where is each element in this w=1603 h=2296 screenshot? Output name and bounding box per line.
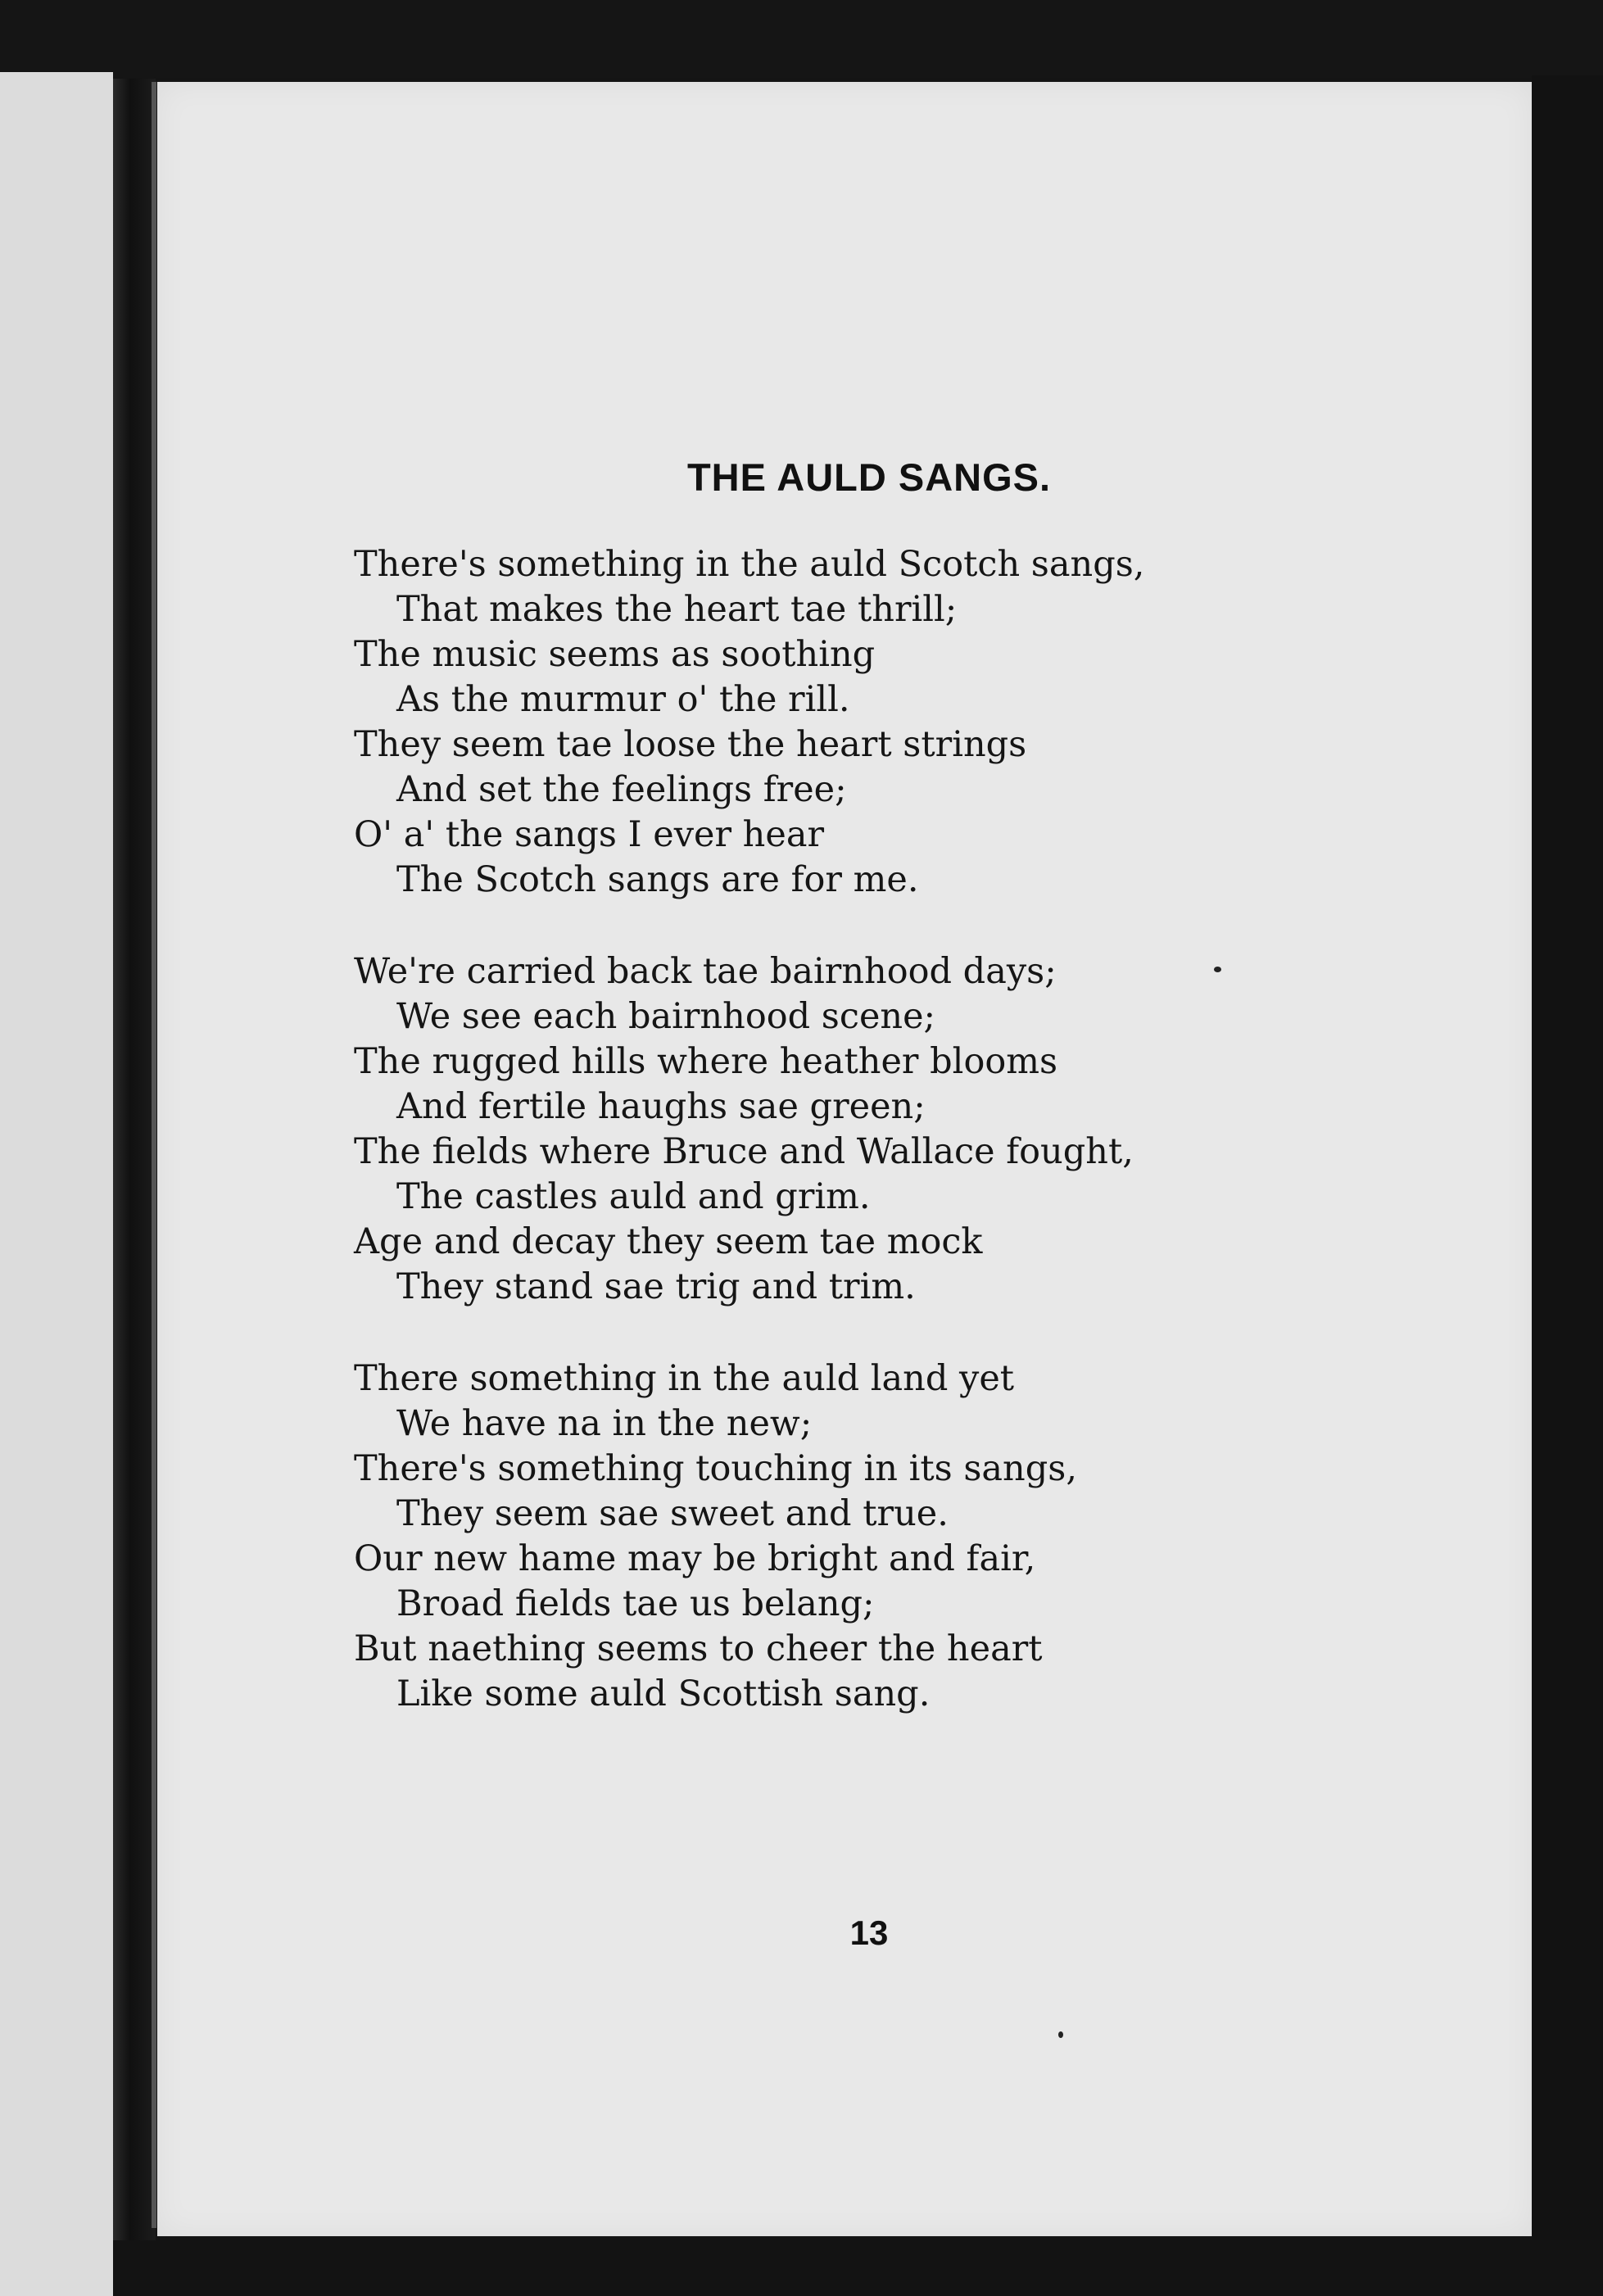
- book-spine-shadow: [113, 79, 156, 2241]
- poem-line: We have na in the new;: [396, 1403, 813, 1444]
- poem-line: Our new hame may be bright and fair,: [354, 1538, 1036, 1579]
- poem-line: The rugged hills where heather blooms: [354, 1041, 1058, 1082]
- poem-line: Broad fields tae us belang;: [396, 1583, 875, 1624]
- poem-line: Age and decay they seem tae mock: [354, 1221, 983, 1262]
- poem-line: And fertile haughs sae green;: [396, 1086, 926, 1127]
- stanza: [354, 949, 1419, 1310]
- poem-body: [354, 542, 1419, 1764]
- poem-line: There's something touching in its sangs,: [354, 1448, 1077, 1489]
- scan-speck: [1214, 967, 1221, 972]
- scan-speck: [1058, 2031, 1063, 2038]
- poem-line: They seem sae sweet and true.: [396, 1493, 949, 1534]
- stanza: [354, 542, 1419, 903]
- book-page: [157, 82, 1532, 2236]
- poem-title: THE AULD SANGS.: [686, 455, 1052, 499]
- poem-line: As the murmur o' the rill.: [396, 679, 850, 720]
- poem-line: Like some auld Scottish sang.: [396, 1673, 931, 1714]
- poem-line: O' a' the sangs I ever hear: [354, 814, 825, 855]
- stanza: [354, 1356, 1419, 1717]
- poem-line: The Scotch sangs are for me.: [396, 859, 919, 900]
- poem-line: There's something in the auld Scotch sangs,: [354, 544, 1145, 585]
- poem-line: And set the feelings free;: [396, 769, 847, 810]
- poem-line: But naething seems to cheer the heart: [354, 1628, 1043, 1669]
- page-number: 13: [849, 1913, 889, 1952]
- poem-line: They seem tae loose the heart strings: [354, 724, 1027, 765]
- scan-border-top: [0, 0, 1603, 78]
- poem-line: That makes the heart tae thrill;: [396, 589, 958, 630]
- poem-line: The fields where Bruce and Wallace fought,: [354, 1131, 1134, 1172]
- gutter-line: [152, 82, 156, 2228]
- poem-line: We see each bairnhood scene;: [396, 996, 936, 1037]
- facing-page-fragment: [0, 72, 113, 2296]
- poem-line: The castles auld and grim.: [396, 1176, 871, 1217]
- scan-border-bottom: [113, 2240, 1603, 2296]
- poem-line: They stand sae trig and trim.: [396, 1266, 916, 1307]
- poem-line: The music seems as soothing: [354, 634, 876, 675]
- scan-border-right: [1532, 75, 1603, 2296]
- poem-line: There something in the auld land yet: [354, 1358, 1015, 1399]
- poem-line: We're carried back tae bairnhood days;: [354, 951, 1057, 992]
